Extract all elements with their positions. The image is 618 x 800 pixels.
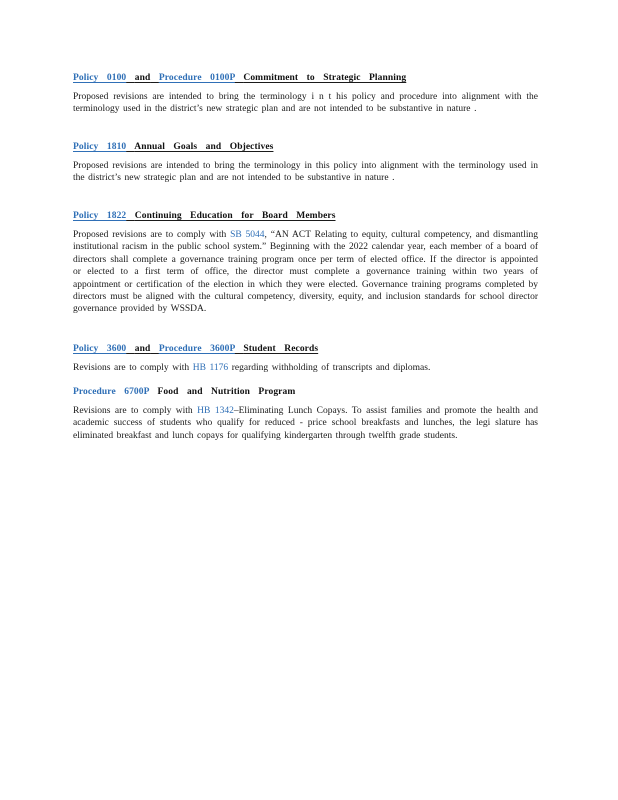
- sb-5044-link[interactable]: SB 5044: [230, 230, 265, 240]
- heading-and: and: [134, 344, 151, 354]
- section-procedure-6700p: [73, 387, 538, 442]
- procedure-0100p-link[interactable]: Procedure 0100P: [158, 73, 235, 83]
- hb-1176-link[interactable]: HB 1176: [192, 363, 229, 373]
- policy-1822-link[interactable]: Policy 1822: [73, 211, 127, 221]
- section-body: [73, 405, 538, 442]
- heading-title: Continuing Education for Board Members: [134, 211, 336, 221]
- procedure-3600p-link[interactable]: Procedure 3600P: [158, 344, 235, 354]
- heading-title: Student Records: [243, 344, 319, 354]
- section-body: [73, 229, 538, 316]
- procedure-6700p-link[interactable]: Procedure 6700P: [73, 387, 150, 397]
- hb-1342-link[interactable]: HB 1342: [197, 406, 234, 416]
- body-text: –Eliminating Lunch Copays. To assist families and promote the health and academic success of students who qualify for reduced - price school breakfasts and lunches, the legi slature has eliminated breakfast and lunch copays for qualifying kindergarten through twelfth grade students.: [73, 406, 538, 441]
- section-heading: [73, 344, 538, 354]
- section-policy-3600: [73, 344, 538, 374]
- section-policy-1822: [73, 211, 538, 316]
- section-heading: [73, 387, 538, 397]
- section-body: [73, 362, 538, 374]
- section-heading: [73, 211, 538, 221]
- body-text: Revisions are to comply with: [73, 363, 193, 373]
- section-policy-0100: [73, 73, 538, 116]
- section-body: Proposed revisions are intended to bring the terminology in this policy into alignment with the terminology used in the district’s new strategic plan and are not intended to be substantive in nature .: [73, 161, 538, 184]
- body-text: , “AN ACT Relating to equity, cultural competency, and dismantling institutional racism in the public school system.” Beginning with the 2022 calendar year, each member of a board of directors shall complete a governance training program once per term of elected office. If the director is appointed or elected to a first term of office, the director must complete a governance training within two years of appointment or certification of the election in which they were elected. Governance training programs completed by directors must be aligned with the cultural competency, diversity, equity, and inclusion standards for school director governance provided by WSSDA.: [73, 230, 538, 315]
- heading-title: Commitment to Strategic Planning: [243, 73, 407, 83]
- heading-title: Annual Goals and Objectives: [134, 142, 274, 152]
- body-text: regarding withholding of transcripts and diplomas.: [228, 363, 431, 373]
- body-text: Proposed revisions are to comply with: [73, 230, 231, 240]
- policy-0100-link[interactable]: Policy 0100: [73, 73, 127, 83]
- heading-title: Food and Nutrition Program: [157, 387, 296, 397]
- section-heading: [73, 73, 538, 83]
- section-policy-1810: [73, 142, 538, 185]
- heading-and: and: [134, 73, 151, 83]
- section-body: Proposed revisions are intended to bring the terminology i n t his policy and procedure into alignment with the terminology used in the district’s new strategic plan and are not intended to be substantive in nature .: [73, 92, 538, 115]
- section-heading: [73, 142, 538, 152]
- body-text: Revisions are to comply with: [73, 406, 198, 416]
- policy-1810-link[interactable]: Policy 1810: [73, 142, 127, 152]
- policy-3600-link[interactable]: Policy 3600: [73, 344, 127, 354]
